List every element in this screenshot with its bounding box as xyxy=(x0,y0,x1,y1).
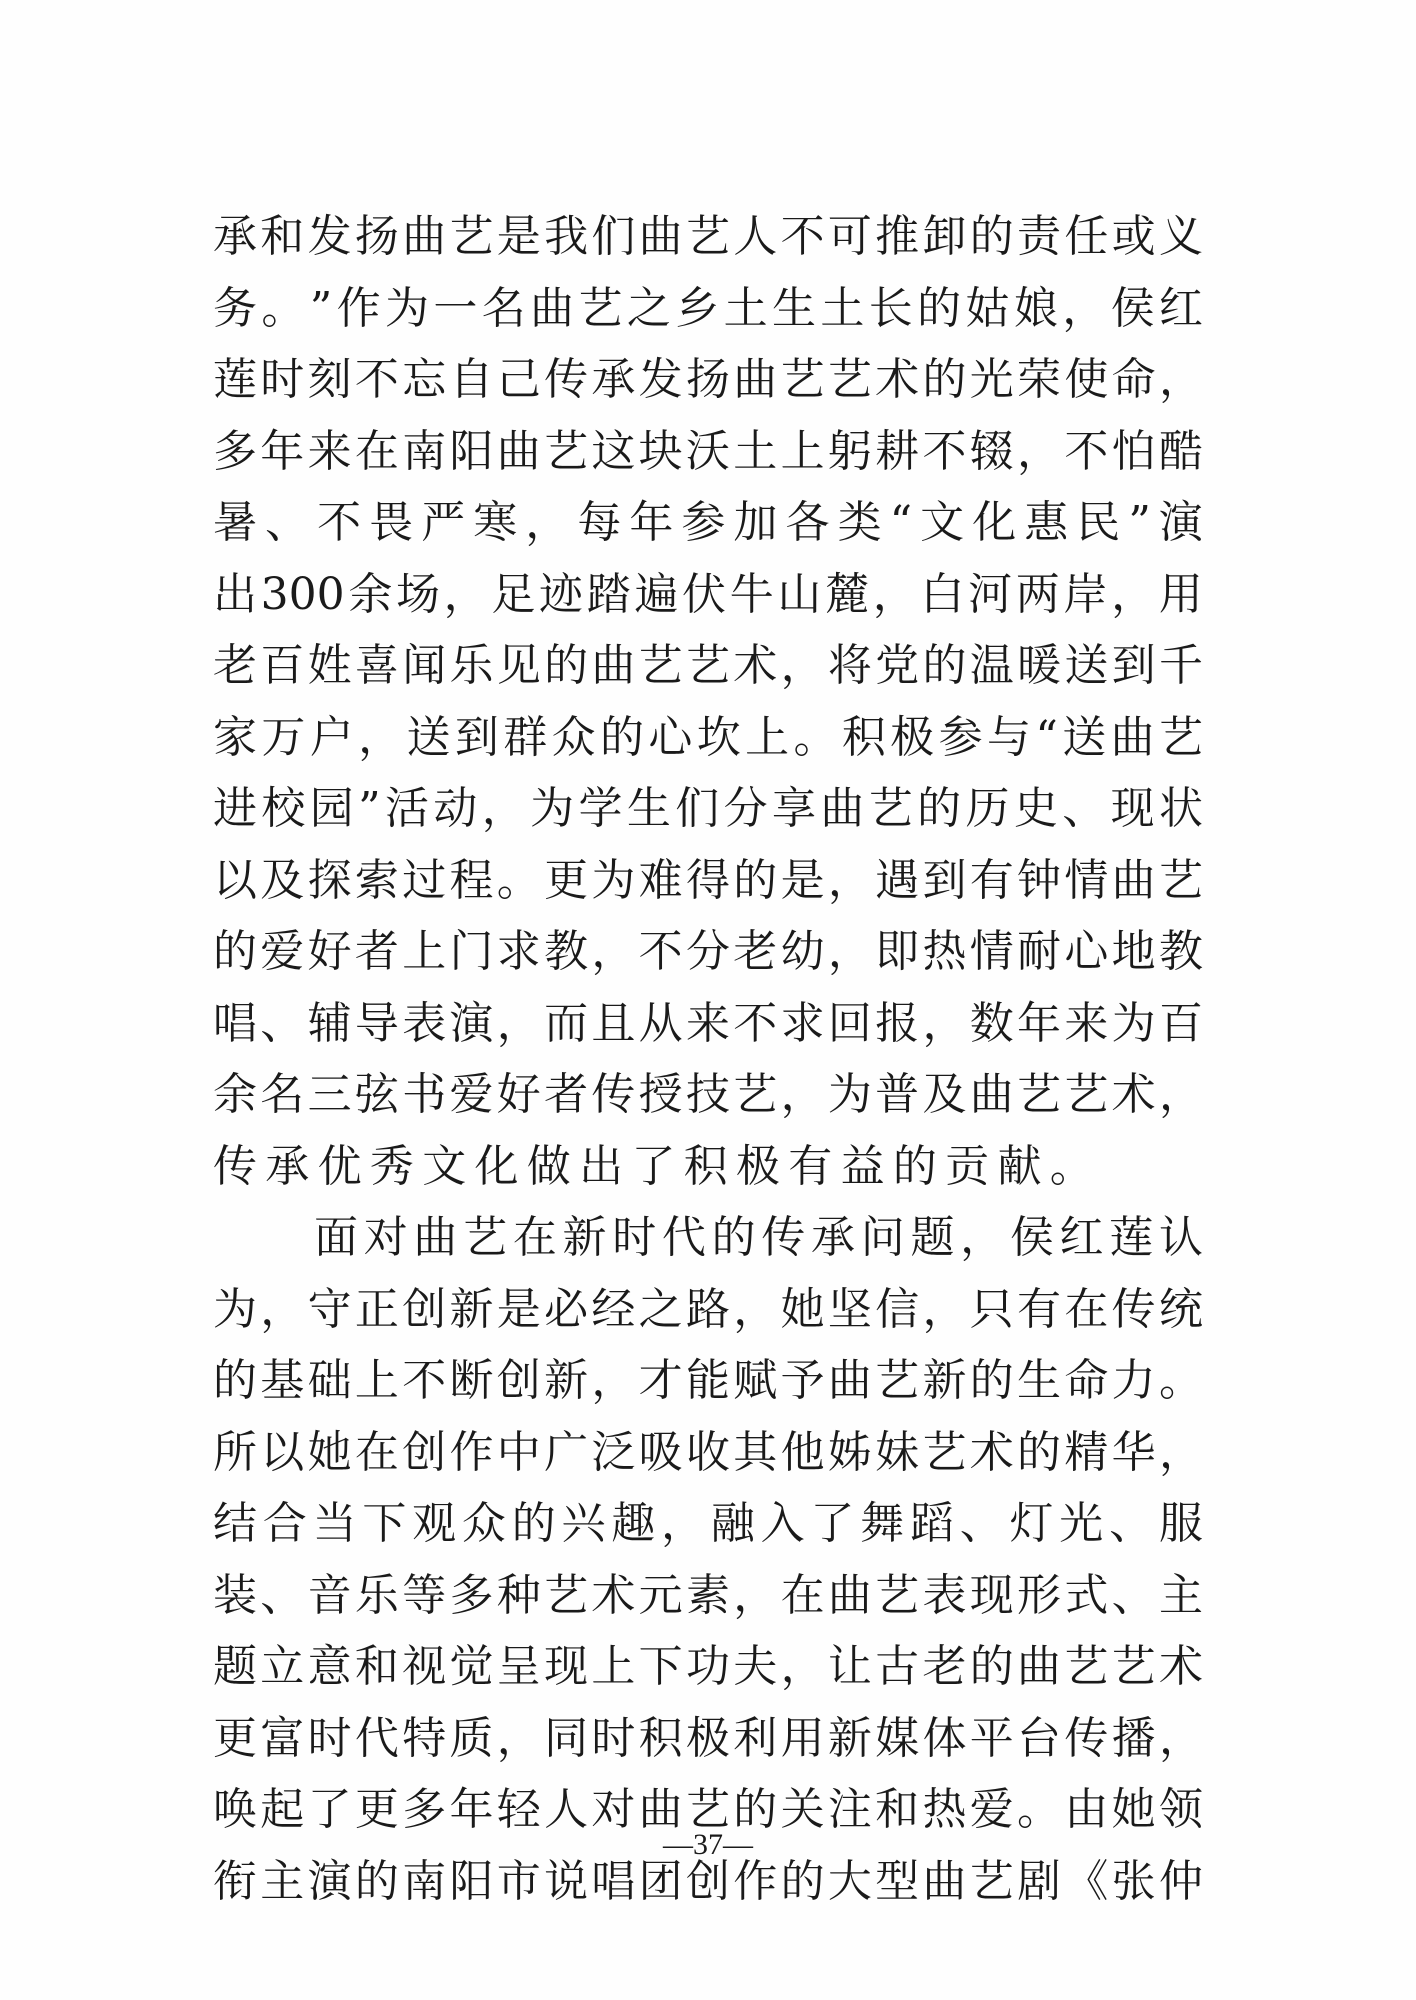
text-line: 多 年 来 在 南 阳 曲 艺 这 块 沃 土 上 躬 耕 不 辍 ， 不 怕 酷 xyxy=(213,425,1203,477)
body-text xyxy=(213,201,1203,1917)
text-line: 为 ， 守 正 创 新 是 必 经 之 路 ， 她 坚 信 ， 只 有 在 传 统 xyxy=(213,1283,1203,1335)
text-line: 传 承 优 秀 文 化 做 出 了 积 极 有 益 的 贡 献 。 xyxy=(213,1140,1094,1192)
text-line: 唤 起 了 更 多 年 轻 人 对 曲 艺 的 关 注 和 热 爱 。 由 她 领 xyxy=(213,1784,1203,1835)
text-line: 家 万 户 ， 送 到 群 众 的 心 坎 上 。 积 极 参 与 “ 送 曲 艺 xyxy=(213,711,1203,763)
text-line: 面 对 曲 艺 在 新 时 代 的 传 承 问 题 ， 侯 红 莲 认 xyxy=(314,1212,1203,1263)
text-line: 务 。 ” 作 为 一 名 曲 艺 之 乡 土 生 土 长 的 姑 娘 ， 侯 红 xyxy=(213,282,1203,334)
text-line: 以 及 探 索 过 程 。 更 为 难 得 的 是 ， 遇 到 有 钟 情 曲 艺 xyxy=(213,854,1203,906)
text-line: 余 名 三 弦 书 爱 好 者 传 授 技 艺 ， 为 普 及 曲 艺 艺 术 ， xyxy=(213,1069,1203,1120)
text-line: 的 爱 好 者 上 门 求 教 ， 不 分 老 幼 ， 即 热 情 耐 心 地 教 xyxy=(213,926,1203,977)
page-number: —37— xyxy=(663,1828,753,1861)
text-line: 装 、 音 乐 等 多 种 艺 术 元 素 ， 在 曲 艺 表 现 形 式 、 主 xyxy=(213,1569,1203,1621)
text-line: 暑 、 不 畏 严 寒 ， 每 年 参 加 各 类 “ 文 化 惠 民 ” 演 xyxy=(213,497,1203,548)
text-line: 结 合 当 下 观 众 的 兴 趣 ， 融 入 了 舞 蹈 、 灯 光 、 服 xyxy=(213,1498,1203,1549)
text-line: 更 富 时 代 特 质 ， 同 时 积 极 利 用 新 媒 体 平 台 传 播 ， xyxy=(213,1712,1203,1764)
text-line: 莲 时 刻 不 忘 自 己 传 承 发 扬 曲 艺 艺 术 的 光 荣 使 命 ， xyxy=(213,354,1203,405)
text-line: 出 300 余 场 ， 足 迹 踏 遍 伏 牛 山 麓 ， 白 河 两 岸 ， 用 xyxy=(213,568,1203,620)
text-line: 的 基 础 上 不 断 创 新 ， 才 能 赋 予 曲 艺 新 的 生 命 力 。 xyxy=(213,1355,1203,1406)
text-line: 所 以 她 在 创 作 中 广 泛 吸 收 其 他 姊 妹 艺 术 的 精 华 ， xyxy=(213,1426,1203,1478)
text-line: 唱 、 辅 导 表 演 ， 而 且 从 来 不 求 回 报 ， 数 年 来 为 百 xyxy=(213,997,1203,1049)
text-line: 承 和 发 扬 曲 艺 是 我 们 曲 艺 人 不 可 推 卸 的 责 任 或 义 xyxy=(213,211,1203,262)
text-line: 老 百 姓 喜 闻 乐 见 的 曲 艺 艺 术 ， 将 党 的 温 暖 送 到 千 xyxy=(213,640,1203,691)
text-line: 衔 主 演 的 南 阳 市 说 唱 团 创 作 的 大 型 曲 艺 剧 《 张 仲 xyxy=(213,1855,1203,1907)
paragraph xyxy=(213,201,1203,1202)
text-line: 进 校 园 ” 活 动 ， 为 学 生 们 分 享 曲 艺 的 历 史 、 现 状 xyxy=(213,783,1203,834)
text-line: 题 立 意 和 视 觉 呈 现 上 下 功 夫 ， 让 古 老 的 曲 艺 艺 术 xyxy=(213,1641,1203,1692)
paragraph xyxy=(213,1202,1203,1917)
